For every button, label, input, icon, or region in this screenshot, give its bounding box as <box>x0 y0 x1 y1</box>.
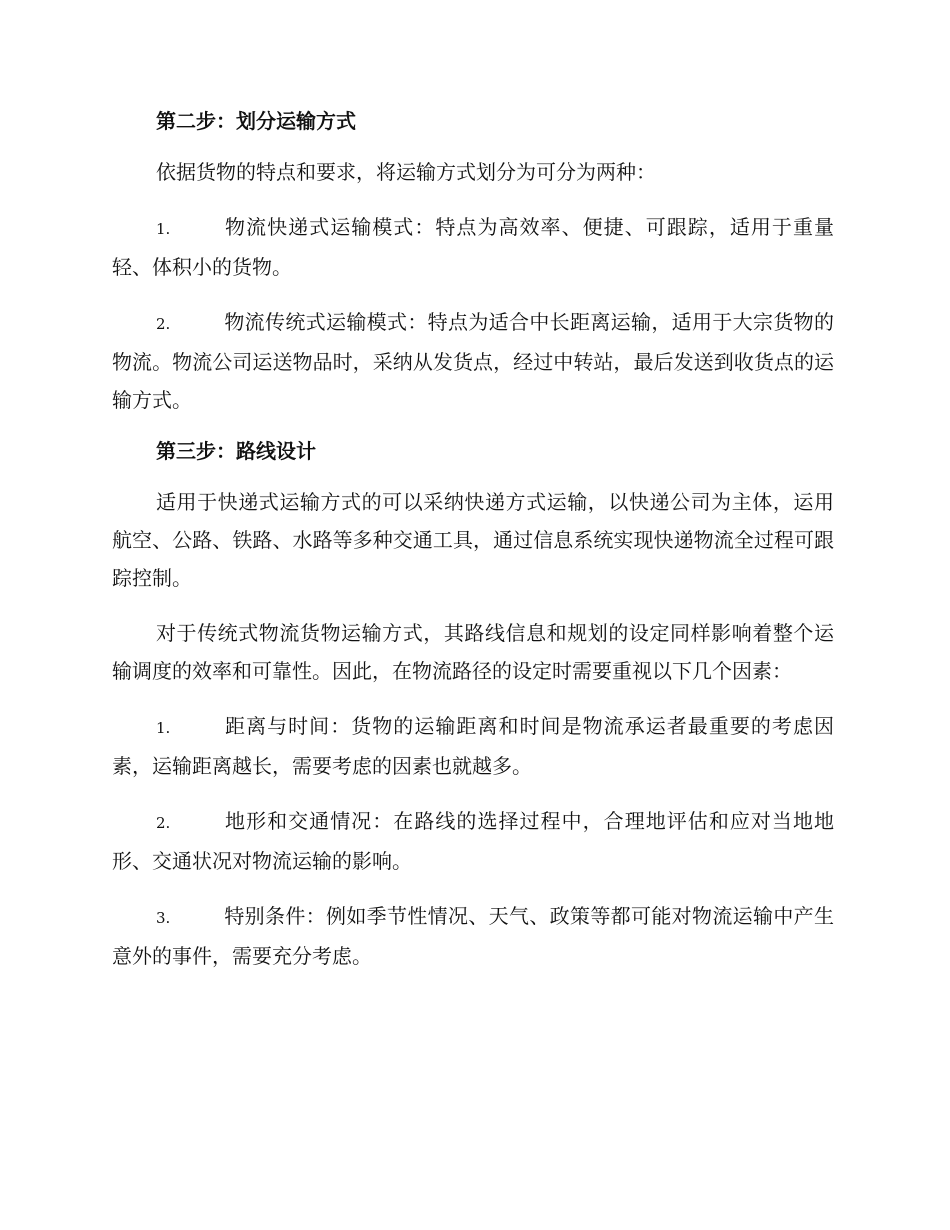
list-item-number: 1. <box>156 719 171 737</box>
list-item-text: 地形和交通情况：在路线的选择过程中，合理地评估和应对当地地形、交通状况对物流运输的影响。 <box>112 809 834 873</box>
list-item-text: 物流快递式运输模式：特点为高效率、便捷、可跟踪，适用于重量轻、体积小的货物。 <box>112 215 834 279</box>
list-item <box>112 802 834 880</box>
list-item <box>112 208 834 286</box>
list-item-number: 2. <box>156 814 171 832</box>
section-heading-step3: 第三步：路线设计 <box>156 439 316 463</box>
list-item-number: 3. <box>156 909 171 927</box>
list-item <box>112 707 834 785</box>
paragraph: 适用于快递式运输方式的可以采纳快递方式运输，以快递公司为主体，运用航空、公路、铁路、水路等多种交通工具，通过信息系统实现快递物流全过程可跟踪控制。 <box>112 490 834 590</box>
section-heading-step2: 第二步：划分运输方式 <box>156 109 356 133</box>
list-item-number: 1. <box>156 220 171 238</box>
list-item-number: 2. <box>156 315 171 333</box>
list-item <box>112 303 834 419</box>
paragraph: 对于传统式物流货物运输方式，其路线信息和规划的设定同样影响着整个运输调度的效率和可靠性。因此，在物流路径的设定时需要重视以下几个因素： <box>112 621 834 683</box>
list-item-text: 物流传统式运输模式：特点为适合中长距离运输，适用于大宗货物的物流。物流公司运送物品时，采纳从发货点，经过中转站，最后发送到收货点的运输方式。 <box>112 310 834 412</box>
list-item <box>112 897 834 975</box>
list-item-text: 距离与时间：货物的运输距离和时间是物流承运者最重要的考虑因素，运输距离越长，需要考虑的因素也就越多。 <box>112 714 834 778</box>
section-intro: 依据货物的特点和要求，将运输方式划分为可分为两种： <box>156 160 656 184</box>
document-body <box>112 106 834 992</box>
list-item-text: 特别条件：例如季节性情况、天气、政策等都可能对物流运输中产生意外的事件，需要充分考虑。 <box>112 904 834 968</box>
